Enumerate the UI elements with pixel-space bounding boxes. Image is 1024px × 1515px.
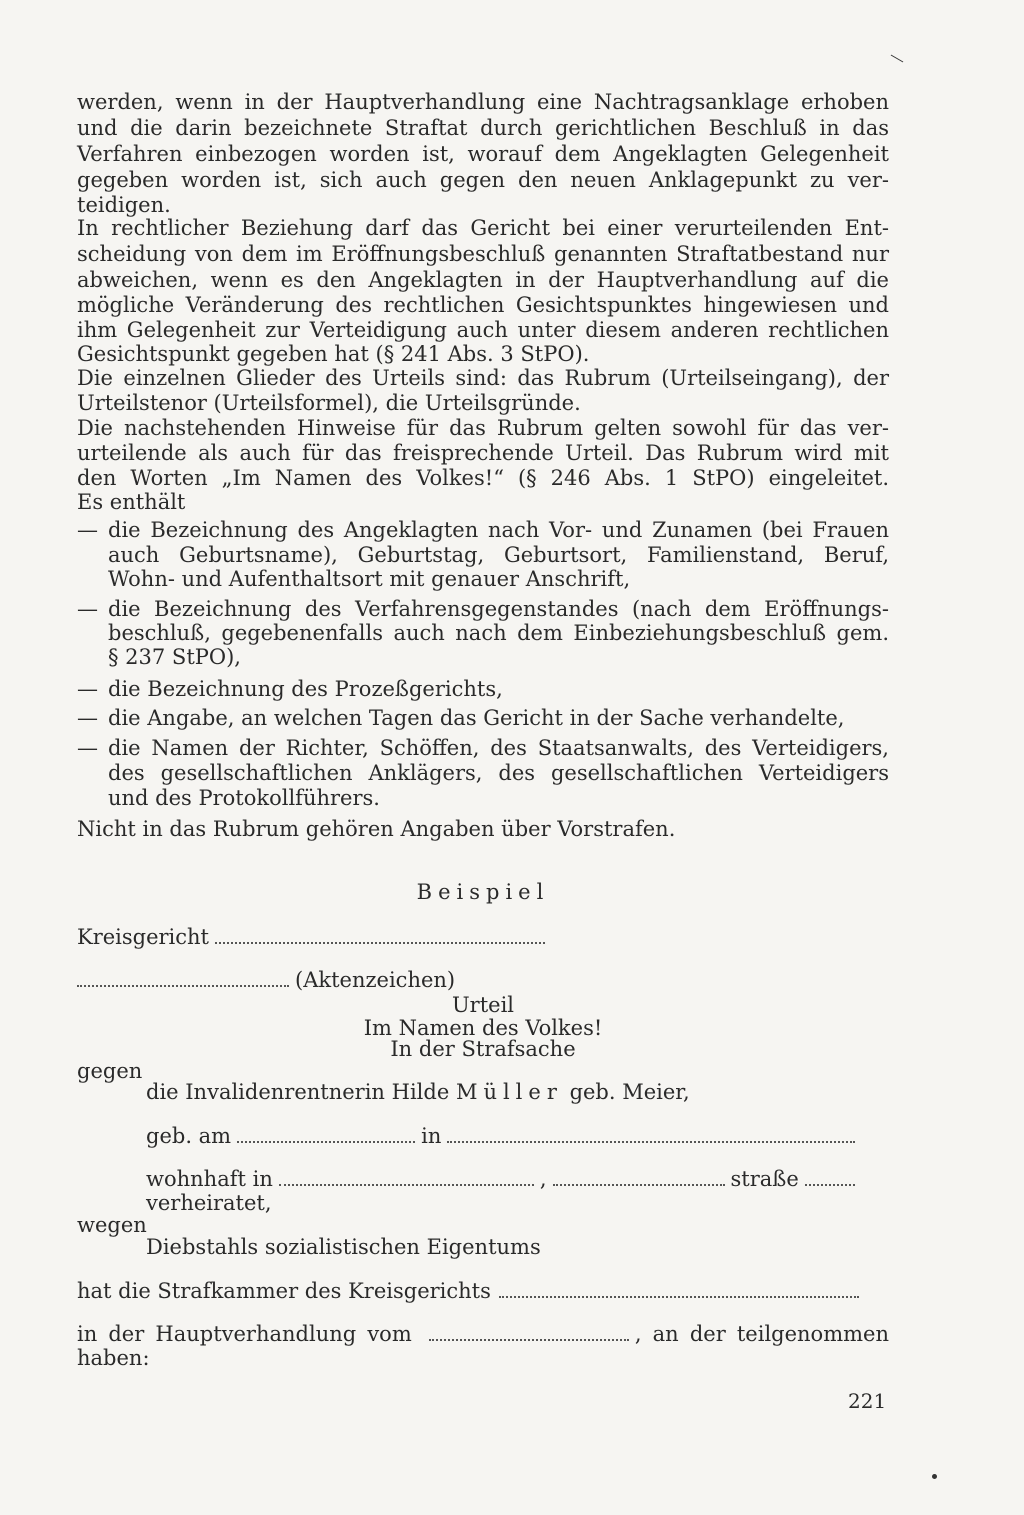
dash-bullet: —: [77, 518, 98, 542]
text-line: scheidung von dem im Eröffnungsbeschluß genannten Straftatbestand nur: [77, 242, 889, 266]
example-heading: Beispiel: [416, 880, 550, 904]
blank-field: [429, 1339, 629, 1341]
text-line: Die einzelnen Glieder des Urteils sind: das Rubrum (Urteilseingang), der: [77, 366, 889, 390]
list-item-line: die Bezeichnung des Verfahrensgegenstandes (nach dem Eröffnungs-: [108, 597, 889, 621]
text-line: abweichen, wenn es den Angeklagten in der Hauptverhandlung auf die: [77, 268, 889, 292]
dash-bullet: —: [77, 677, 98, 701]
blank-field: [553, 1184, 725, 1186]
blank-field: [279, 1184, 534, 1186]
text-line: mögliche Veränderung des rechtlichen Gesichtspunktes hingewiesen und: [77, 293, 889, 317]
blank-field: [447, 1141, 855, 1143]
page-number: 221: [848, 1389, 887, 1413]
blank-field: [77, 985, 289, 987]
have-label: haben:: [77, 1346, 150, 1370]
dash-bullet: —: [77, 597, 98, 621]
print-speck: [932, 1474, 937, 1479]
defendant-suffix: geb. Meier,: [569, 1080, 690, 1104]
hearing-label: in der Hauptverhandlung vom: [77, 1322, 412, 1346]
file-number-line: [77, 968, 455, 993]
residence-line: [146, 1167, 861, 1192]
blank-field: [237, 1141, 415, 1143]
against-label: gegen: [77, 1059, 143, 1083]
comma: ,: [539, 1167, 547, 1191]
chamber-line: [77, 1279, 865, 1304]
birth-line: [146, 1124, 861, 1149]
verdict-title: Urteil: [451, 993, 515, 1017]
defendant-line: [146, 1080, 690, 1105]
dash-bullet: —: [77, 736, 98, 760]
list-item-line: des gesellschaftlichen Anklägers, des gesellschaftlichen Verteidigers: [108, 761, 889, 785]
text-line: Es enthält: [77, 490, 186, 514]
marital-status: verheiratet,: [146, 1191, 272, 1215]
text-line: Gesichtspunkt gegeben hat (§ 241 Abs. 3 StPO).: [77, 342, 590, 366]
because-label: wegen: [77, 1213, 147, 1237]
dash-bullet: —: [77, 706, 98, 730]
text-line: Die nachstehenden Hinweise für das Rubrum gelten sowohl für das ver-: [77, 416, 889, 440]
defendant-prefix: die Invalidenrentnerin Hilde: [146, 1080, 450, 1104]
text-line: Urteilstenor (Urteilsformel), die Urteilsgründe.: [77, 391, 581, 415]
text-line: urteilende als auch für das freisprechende Urteil. Das Rubrum wird mit: [77, 441, 889, 465]
participants-label: , an der teilgenommen: [634, 1322, 889, 1346]
list-item-line: die Bezeichnung des Prozeßgerichts,: [108, 677, 503, 701]
text-line: ihm Gelegenheit zur Verteidigung auch unter diesem anderen rechtlichen: [77, 318, 889, 342]
defendant-surname: Müller: [455, 1080, 563, 1104]
charge-line: Diebstahls sozialistischen Eigentums: [146, 1235, 541, 1259]
street-label: straße: [730, 1167, 799, 1191]
hearing-line: [77, 1322, 889, 1347]
list-item-line: und des Protokollführers.: [108, 786, 380, 810]
resident-label: wohnhaft in: [146, 1167, 273, 1191]
text-line: teidigen.: [77, 193, 171, 217]
court-label: Kreisgericht: [77, 925, 209, 949]
list-item-line: die Bezeichnung des Angeklagten nach Vor- und Zunamen (bei Frauen: [108, 518, 889, 542]
born-on-label: geb. am: [146, 1124, 232, 1148]
list-item-line: auch Geburtsname), Geburtstag, Geburtsort, Familienstand, Beruf,: [108, 543, 889, 567]
blank-field: [499, 1296, 859, 1298]
text-line: und die darin bezeichnete Straftat durch gerichtlichen Beschluß in das: [77, 116, 889, 140]
chamber-label: hat die Strafkammer des Kreisgerichts: [77, 1279, 491, 1303]
court-line: [77, 925, 551, 950]
text-line: den Worten „Im Namen des Volkes!“ (§ 246 Abs. 1 StPO) eingeleitet.: [77, 466, 889, 490]
text-line: In rechtlicher Beziehung darf das Gericht bei einer verurteilenden Ent-: [77, 216, 889, 240]
born-in-label: in: [421, 1124, 442, 1148]
text-line: gegeben worden ist, sich auch gegen den neuen Anklagepunkt zu ver-: [77, 168, 889, 192]
list-item-line: die Angabe, an welchen Tagen das Gericht in der Sache verhandelte,: [108, 706, 845, 730]
closing-sentence: Nicht in das Rubrum gehören Angaben über Vorstrafen.: [77, 817, 676, 841]
list-item-line: Wohn- und Aufenthaltsort mit genauer Anschrift,: [108, 567, 631, 591]
verdict-formula: Im Namen des Volkes!: [363, 1016, 603, 1040]
text-line: werden, wenn in der Hauptverhandlung eine Nachtragsanklage erhoben: [77, 90, 889, 114]
blank-field: [215, 942, 545, 944]
list-item-line: beschluß, gegebenenfalls auch nach dem Einbeziehungsbeschluß gem.: [108, 621, 889, 645]
list-item-line: die Namen der Richter, Schöffen, des Staatsanwalts, des Verteidigers,: [108, 736, 889, 760]
list-item-line: § 237 StPO),: [108, 645, 241, 669]
print-speck: [891, 55, 904, 63]
file-number-label: (Aktenzeichen): [295, 968, 456, 992]
case-line: In der Strafsache: [390, 1037, 576, 1061]
blank-field: [805, 1184, 855, 1186]
text-line: Verfahren einbezogen worden ist, worauf dem Angeklagten Gelegenheit: [77, 142, 889, 166]
